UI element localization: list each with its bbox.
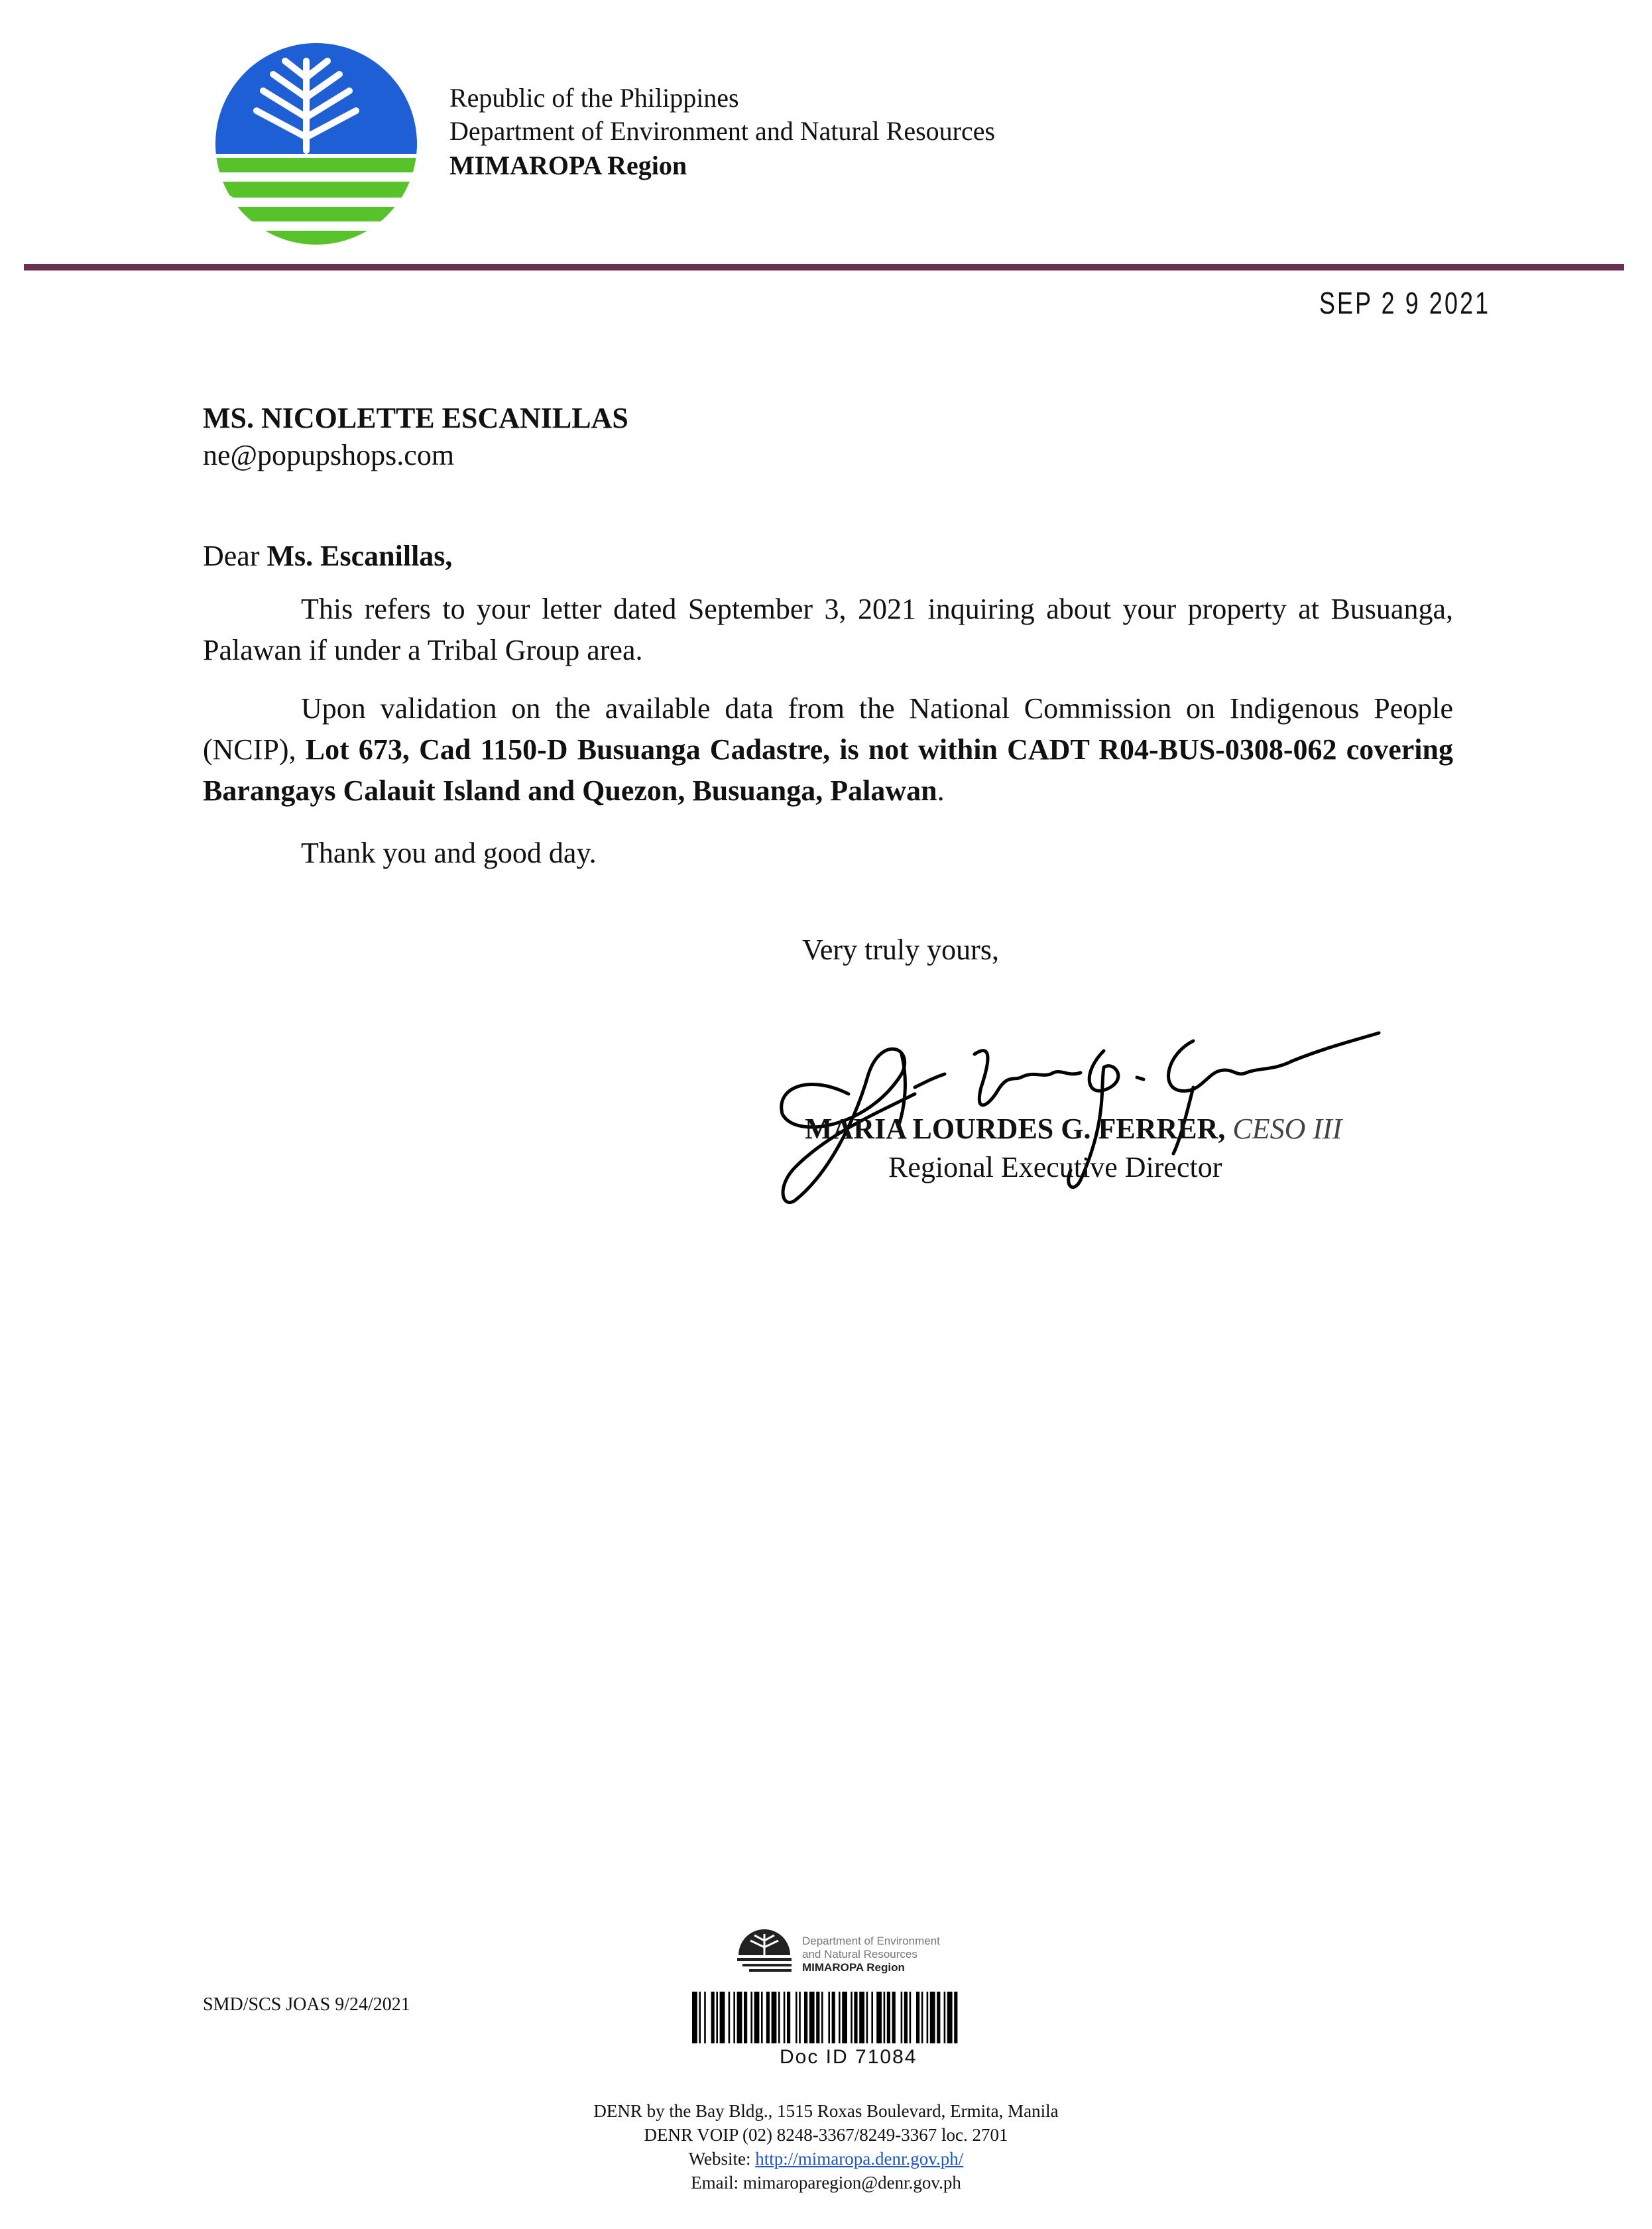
barcode-bar: [720, 1992, 725, 2043]
barcode-bar: [842, 1992, 847, 2043]
barcode-bar: [916, 1992, 919, 2043]
barcode-bar: [887, 1992, 890, 2043]
barcode-bar: [954, 1992, 957, 2043]
header-republic: Republic of the Philippines: [449, 83, 739, 113]
barcode-bar: [866, 1992, 868, 2043]
barcode-org-line2: and Natural Resources: [802, 1948, 917, 1960]
barcode-bar: [816, 1992, 819, 2043]
barcode-bar: [766, 1992, 770, 2043]
barcode-bar: [750, 1992, 752, 2043]
paragraph-2-bold: Lot 673, Cad 1150-D Busuanga Cadastre, is not within CADT R04-BUS-0308-062 covering Barangays Calauit Island and Quezon, Busuanga, Palawan: [203, 733, 1453, 807]
barcode-bar: [859, 1992, 864, 2043]
barcode-bar: [804, 1992, 807, 2043]
barcode-bar: [904, 1992, 908, 2043]
reference-code: SMD/SCS JOAS 9/24/2021: [203, 1994, 410, 2015]
barcode-bar: [828, 1992, 830, 2043]
barcode-bar: [733, 1992, 735, 2043]
denr-small-logo: [733, 1926, 796, 1979]
barcode-bar: [876, 1992, 882, 2043]
barcode-bar: [947, 1992, 953, 2043]
barcode-bar: [729, 1992, 731, 2043]
barcode-bar: [892, 1992, 896, 2043]
barcode-org-line1: Department of Environment: [802, 1935, 940, 1947]
footer-address: DENR by the Bay Bldg., 1515 Roxas Boulevard, Ermita, Manila: [593, 2101, 1059, 2121]
footer-email: Email: mimaroparegion@denr.gov.ph: [691, 2173, 961, 2193]
barcode-bar: [832, 1992, 835, 2043]
doc-id: [780, 2046, 917, 2069]
barcode-bar: [839, 1992, 841, 2043]
paragraph-2-text: Upon validation on the available data from the National Commission on Indigenous People (NCIP),: [203, 692, 1453, 766]
signatory-line: [805, 1109, 1342, 1150]
closing: Very truly yours,: [802, 934, 999, 966]
barcode-bar: [754, 1992, 760, 2043]
doc-id-number: 71084: [855, 2046, 917, 2068]
date-stamp: SEP 2 9 2021: [1319, 286, 1491, 320]
barcode-bar: [784, 1992, 786, 2043]
footer-website: [0, 2147, 1652, 2171]
barcode-bar: [778, 1992, 780, 2043]
barcode-bar: [937, 1992, 940, 2043]
barcode-org-line3: MIMAROPA Region: [802, 1961, 905, 1974]
signatory-title: Regional Executive Director: [888, 1151, 1222, 1183]
barcode-bar: [761, 1992, 763, 2043]
header-region: MIMAROPA Region: [449, 151, 687, 180]
barcode-bar: [921, 1992, 923, 2043]
signatory-name: MARIA LOURDES G. FERRER,: [805, 1113, 1226, 1145]
doc-id-label: Doc ID: [780, 2046, 849, 2068]
barcode-bar: [871, 1992, 873, 2043]
paragraph-2-end: .: [937, 774, 945, 807]
barcode-bar: [692, 1992, 697, 2043]
barcode-bar: [699, 1992, 701, 2043]
recipient-email: ne@popupshops.com: [203, 439, 455, 471]
barcode-bar: [809, 1992, 815, 2043]
barcode-bar: [787, 1992, 790, 2043]
footer-website-link[interactable]: http://mimaropa.denr.gov.ph/: [755, 2149, 964, 2169]
barcode-bar: [772, 1992, 777, 2043]
barcode-bar: [910, 1992, 912, 2043]
header-rule: [24, 264, 1624, 271]
barcode: [691, 1992, 1042, 2045]
paragraph-3: Thank you and good day.: [301, 837, 597, 869]
denr-logo: [207, 41, 426, 247]
barcode-bar: [851, 1992, 853, 2043]
salutation-prefix: Dear: [203, 540, 267, 572]
barcode-bar: [711, 1992, 715, 2043]
salutation-name: Ms. Escanillas,: [266, 540, 453, 572]
barcode-bar: [799, 1992, 801, 2043]
header-department: Department of Environment and Natural Resources: [449, 116, 996, 146]
barcode-bar: [927, 1992, 929, 2043]
signatory-suffix: CESO III: [1225, 1113, 1342, 1145]
recipient-name: MS. NICOLETTE ESCANILLAS: [203, 402, 628, 434]
barcode-bar: [901, 1992, 903, 2043]
barcode-bar: [716, 1992, 718, 2043]
paragraph-1: This refers to your letter dated September 3, 2021 inquiring about your property at Busuanga, Palawan if under a Tribal Group area.: [203, 593, 1453, 666]
salutation: [203, 536, 452, 577]
barcode-bar: [944, 1992, 946, 2043]
barcode-bar: [930, 1992, 935, 2043]
barcode-bar: [744, 1992, 747, 2043]
barcode-bar: [884, 1992, 886, 2043]
barcode-bar: [821, 1992, 823, 2043]
barcode-bar: [796, 1992, 797, 2043]
footer-voip: DENR VOIP (02) 8248-3367/8249-3367 loc. 2701: [644, 2125, 1008, 2145]
footer-website-label: Website:: [688, 2149, 756, 2169]
barcode-bar: [737, 1992, 742, 2043]
barcode-bar: [704, 1992, 706, 2043]
paragraph-2: [203, 688, 1453, 812]
barcode-bar: [854, 1992, 857, 2043]
